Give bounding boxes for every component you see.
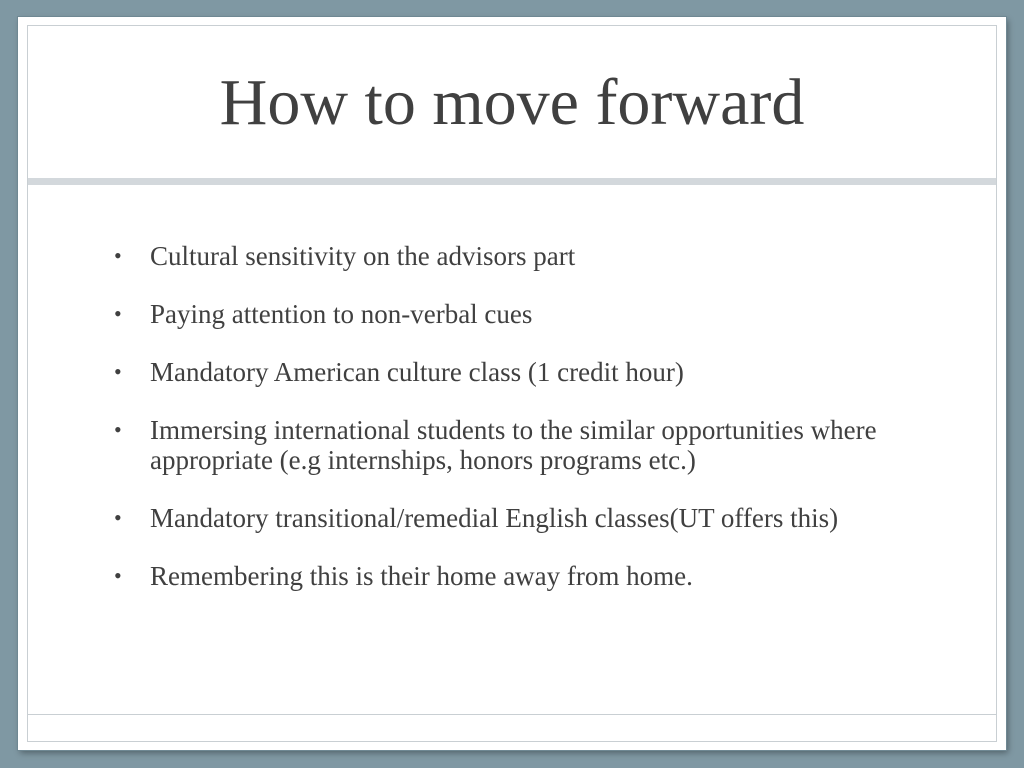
slide	[18, 17, 1006, 750]
footer-divider	[28, 714, 996, 715]
bullet-icon: •	[114, 505, 122, 530]
bullet-item	[110, 357, 910, 387]
bullet-icon: •	[114, 243, 122, 268]
bullet-icon: •	[114, 563, 122, 588]
bullet-text: Mandatory transitional/remedial English classes(UT offers this)	[150, 503, 839, 533]
bullet-text: Remembering this is their home away from home.	[150, 561, 693, 591]
bullet-text: Mandatory American culture class (1 credit hour)	[150, 357, 684, 387]
bullet-item	[110, 561, 910, 591]
slide-title: How to move forward	[219, 66, 805, 139]
bullet-text: Cultural sensitivity on the advisors part	[150, 241, 576, 271]
bullet-text: Paying attention to non-verbal cues	[150, 299, 533, 329]
bullet-item	[110, 415, 910, 475]
bullet-icon: •	[114, 417, 122, 442]
bullet-icon: •	[114, 359, 122, 384]
bullet-item	[110, 503, 910, 533]
title-divider	[28, 178, 996, 185]
bullet-list	[110, 241, 910, 619]
bullet-item	[110, 299, 910, 329]
bullet-text: Immersing international students to the similar opportunities where appropriate (e.g internships, honors programs etc.)	[150, 415, 877, 475]
bullet-icon: •	[114, 301, 122, 326]
title-area	[28, 26, 996, 178]
bullet-item	[110, 241, 910, 271]
